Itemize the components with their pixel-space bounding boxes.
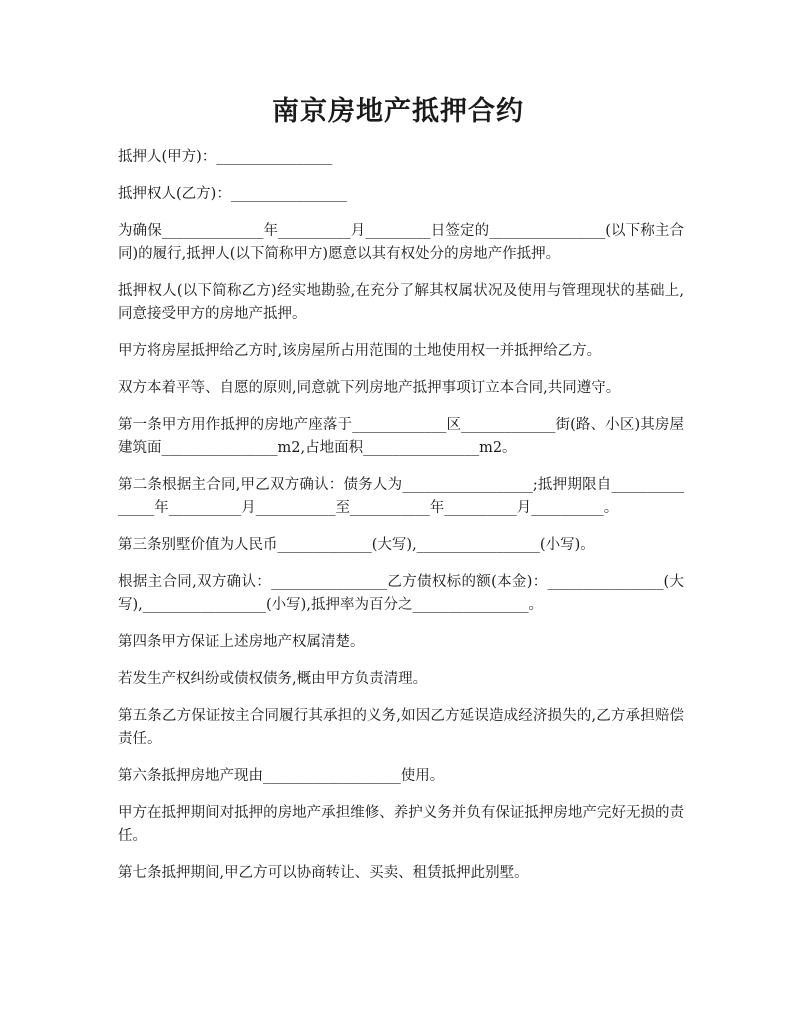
- document-body: [118, 146, 684, 899]
- paragraph: 根据主合同,双方确认：________________乙方债权标的额(本金)：________________(大写),_________________(小写),抵押率为百分之________________。: [118, 574, 684, 613]
- paragraph: 第一条甲方用作抵押的房地产座落于_____________区_____________街(路、小区)其房屋建筑面________________m2,占地面积________________m2。: [118, 417, 684, 456]
- paragraph: 甲方在抵押期间对抵押的房地产承担维修、养护义务并负有保证抵押房地产完好无损的责任。: [118, 805, 684, 844]
- paragraph: 第三条别墅价值为人民币_____________(大写),_________________(小写)。: [118, 537, 595, 553]
- paragraph: 第七条抵押期间,甲乙方可以协商转让、买卖、租赁抵押此别墅。: [118, 865, 529, 881]
- paragraph: 若发生产权纠纷或债权债务,概由甲方负责清理。: [118, 671, 428, 687]
- paragraph: 为确保______________年__________月_________日签定的________________(以下称主合同)的履行,抵押人(以下简称甲方)愿意以其有权处分的房地产作抵押。: [118, 223, 684, 262]
- document-title: 南京房地产抵押合约: [272, 96, 524, 127]
- paragraph: 抵押权人(乙方)：________________: [118, 186, 347, 202]
- paragraph: 第四条甲方保证上述房地产权属清楚。: [118, 634, 365, 650]
- paragraph: 甲方将房屋抵押给乙方时,该房屋所占用范围的土地使用权一并抵押给乙方。: [118, 343, 602, 359]
- paragraph: 抵押权人(以下简称乙方)经实地勘验,在充分了解其权属状况及使用与管理现状的基础上,同意接受甲方的房地产抵押。: [118, 283, 684, 322]
- paragraph: 抵押人(甲方)：________________: [118, 149, 333, 165]
- paragraph: 第二条根据主合同,甲乙双方确认：债务人为__________________;抵押期限自_______________年__________月___________至___________年__________月__________。: [118, 477, 684, 516]
- paragraph: 双方本着平等、自愿的原则,同意就下列房地产抵押事项订立本合同,共同遵守。: [118, 380, 621, 396]
- paragraph: 第五条乙方保证按主合同履行其承担的义务,如因乙方延误造成经济损失的,乙方承担赔偿责任。: [118, 708, 684, 747]
- paragraph: 第六条抵押房地产现由___________________使用。: [118, 768, 445, 784]
